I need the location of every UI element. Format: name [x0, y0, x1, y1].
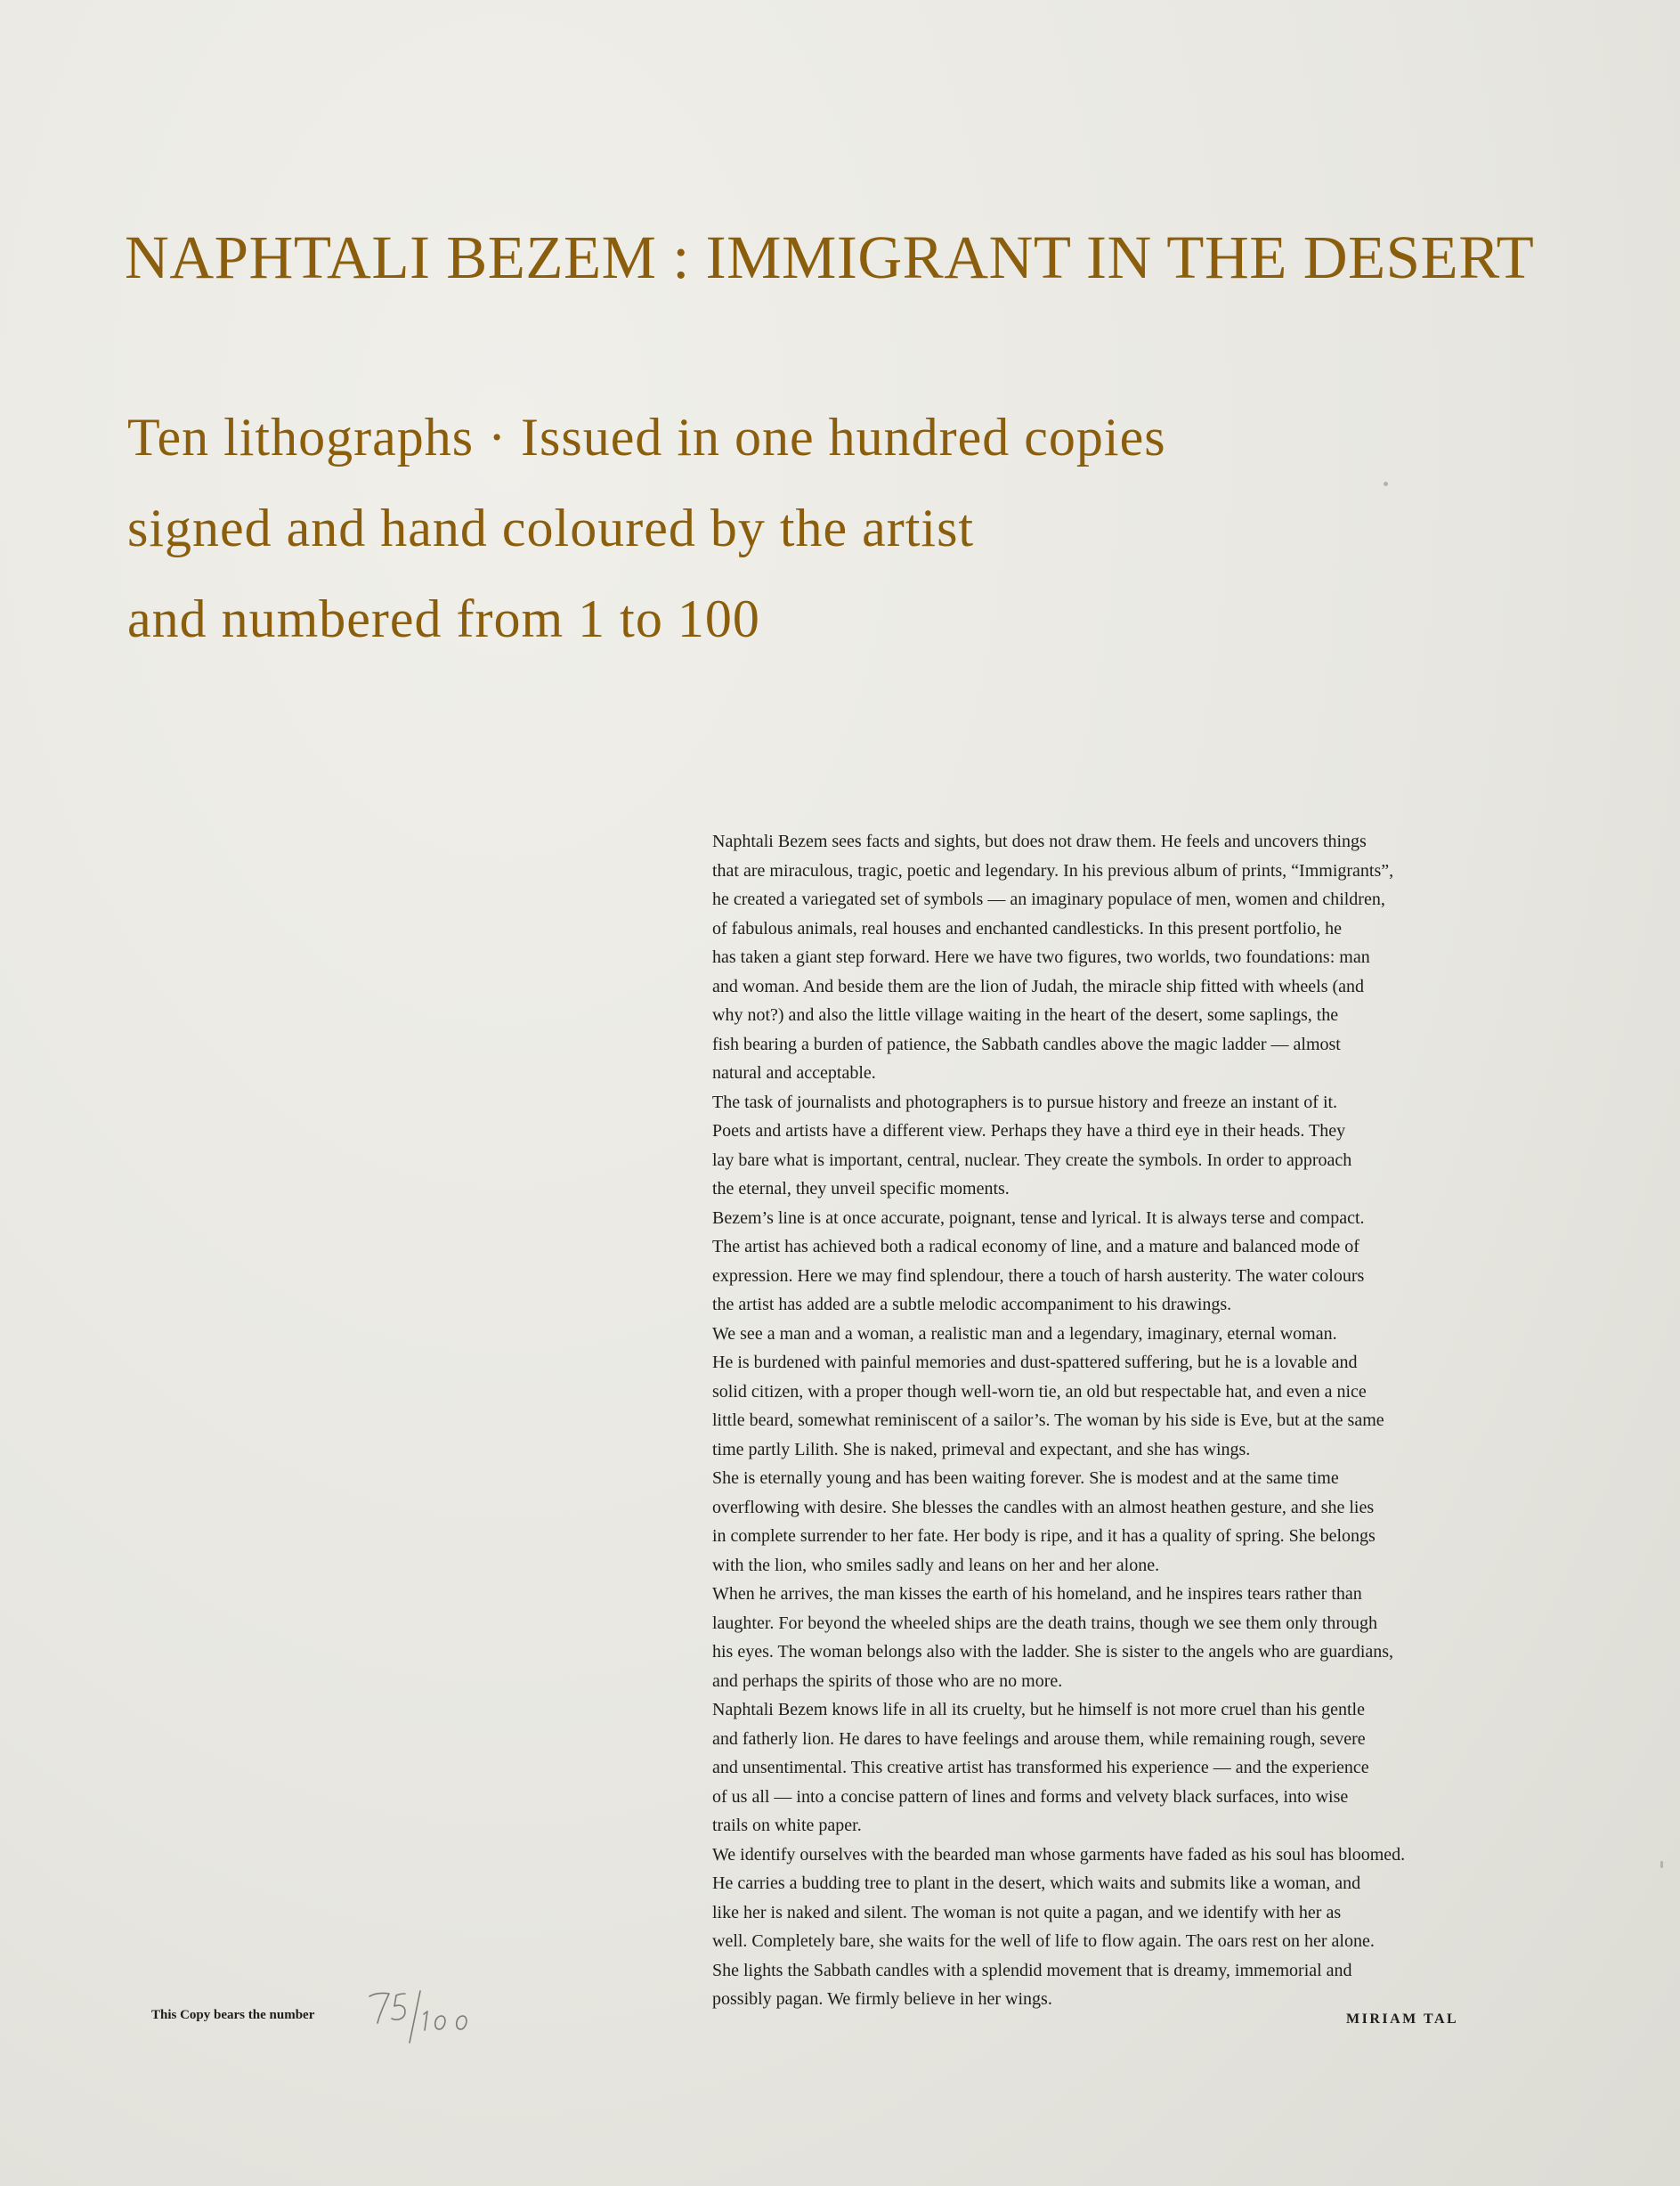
essay-line: in complete surrender to her fate. Her body is ripe, and it has a quality of spring. She belongs [712, 1526, 1376, 1546]
essay-paragraph [712, 1841, 1514, 2014]
edition-line: signed and hand coloured by the artist [127, 499, 975, 557]
essay-line: and perhaps the spirits of those who are no more. [712, 1670, 1063, 1691]
paper-speck [1384, 482, 1388, 486]
essay-body [712, 827, 1514, 2014]
essay-line: like her is naked and silent. The woman is not quite a pagan, and we identify with her as [712, 1902, 1342, 1922]
essay-paragraph [712, 1695, 1514, 1841]
essay-line: We identify ourselves with the bearded man whose garments have faded as his soul has bloomed. [712, 1844, 1406, 1865]
author-name: MIRIAM TAL [1346, 2011, 1459, 2027]
essay-line: has taken a giant step forward. Here we have two figures, two worlds, two foundations: man [712, 947, 1370, 967]
essay-paragraph [712, 1088, 1514, 1204]
essay-line: the artist has added are a subtle melodic accompaniment to his drawings. [712, 1295, 1232, 1314]
essay-line: well. Completely bare, she waits for the well of life to flow again. The oars rest on her alone. [712, 1931, 1375, 1951]
paper-speck [1660, 1861, 1663, 1868]
essay-line: natural and acceptable. [712, 1063, 876, 1083]
essay-line: Naphtali Bezem sees facts and sights, but does not draw them. He feels and uncovers things [712, 832, 1367, 851]
essay-line: why not?) and also the little village waiting in the heart of the desert, some saplings, the [712, 1005, 1339, 1025]
essay-line: little beard, somewhat reminiscent of a sailor’s. The woman by his side is Eve, but at the same [712, 1410, 1384, 1430]
essay-paragraph [712, 1580, 1514, 1695]
essay-line: lay bare what is important, central, nuclear. They create the symbols. In order to approach [712, 1150, 1352, 1170]
essay-line: fish bearing a burden of patience, the Sabbath candles above the magic ladder — almost [712, 1034, 1341, 1054]
essay-line: and fatherly lion. He dares to have feelings and arouse them, while remaining rough, severe [712, 1728, 1366, 1749]
essay-line: that are miraculous, tragic, poetic and legendary. In his previous album of prints, “Immigrants”, [712, 860, 1394, 881]
essay-line: of fabulous animals, real houses and enchanted candlesticks. In this present portfolio, he [712, 918, 1343, 939]
essay-line: When he arrives, the man kisses the earth of his homeland, and he inspires tears rather than [712, 1584, 1362, 1604]
essay-line: with the lion, who smiles sadly and leans on her and her alone. [712, 1555, 1160, 1575]
essay-line: solid citizen, with a proper though well-worn tie, an old but respectable hat, and even a nice [712, 1381, 1367, 1402]
essay-line: We see a man and a woman, a realistic man and a legendary, imaginary, eternal woman. [712, 1323, 1337, 1344]
essay-line: expression. Here we may find splendour, there a touch of harsh austerity. The water colours [712, 1265, 1365, 1286]
essay-paragraph [712, 827, 1514, 1088]
essay-line: his eyes. The woman belongs also with the ladder. She is sister to the angels who are guardians, [712, 1642, 1394, 1662]
essay-paragraph [712, 1204, 1514, 1320]
essay-paragraph [712, 1320, 1514, 1465]
edition-line: Ten lithographs · Issued in one hundred copies [127, 408, 1166, 467]
essay-line: overflowing with desire. She blesses the candles with an almost heathen gesture, and she lies [712, 1497, 1375, 1517]
essay-line: trails on white paper. [712, 1816, 862, 1835]
copy-number-label: This Copy bears the number [151, 2008, 315, 2022]
essay-line: Naphtali Bezem knows life in all its cruelty, but he himself is not more cruel than his gentle [712, 1700, 1365, 1719]
document-title: NAPHTALI BEZEM : IMMIGRANT IN THE DESERT [125, 223, 1535, 291]
essay-line: time partly Lilith. She is naked, primeval and expectant, and she has wings. [712, 1439, 1251, 1459]
handwritten-copy-number [365, 1984, 481, 2046]
essay-line: He carries a budding tree to plant in the desert, which waits and submits like a woman, and [712, 1873, 1361, 1893]
essay-line: possibly pagan. We firmly believe in her wings. [712, 1989, 1052, 2009]
essay-line: The task of journalists and photographers is to pursue history and freeze an instant of it. [712, 1092, 1338, 1112]
essay-line: Bezem’s line is at once accurate, poignant, tense and lyrical. It is always terse and compact. [712, 1207, 1365, 1228]
essay-line: She is eternally young and has been waiting forever. She is modest and at the same time [712, 1468, 1339, 1488]
edition-line: and numbered from 1 to 100 [127, 589, 760, 648]
essay-line: the eternal, they unveil specific moments. [712, 1179, 1010, 1199]
essay-line: laughter. For beyond the wheeled ships are the death trains, though we see them only through [712, 1613, 1378, 1633]
essay-line: Poets and artists have a different view. Perhaps they have a third eye in their heads. They [712, 1121, 1346, 1141]
essay-line: he created a variegated set of symbols — an imaginary populace of men, women and children, [712, 890, 1385, 909]
essay-line: She lights the Sabbath candles with a splendid movement that is dreamy, immemorial and [712, 1960, 1352, 1980]
essay-paragraph [712, 1464, 1514, 1580]
essay-line: and woman. And beside them are the lion of Judah, the miracle ship fitted with wheels (and [712, 976, 1365, 996]
essay-line: and unsentimental. This creative artist has transformed his experience — and the experience [712, 1758, 1369, 1777]
essay-line: He is burdened with painful memories and dust-spattered suffering, but he is a lovable and [712, 1353, 1358, 1372]
essay-line: The artist has achieved both a radical economy of line, and a mature and balanced mode of [712, 1237, 1359, 1256]
essay-line: of us all — into a concise pattern of lines and forms and velvety black surfaces, into wise [712, 1786, 1349, 1807]
edition-statement [127, 392, 1463, 664]
